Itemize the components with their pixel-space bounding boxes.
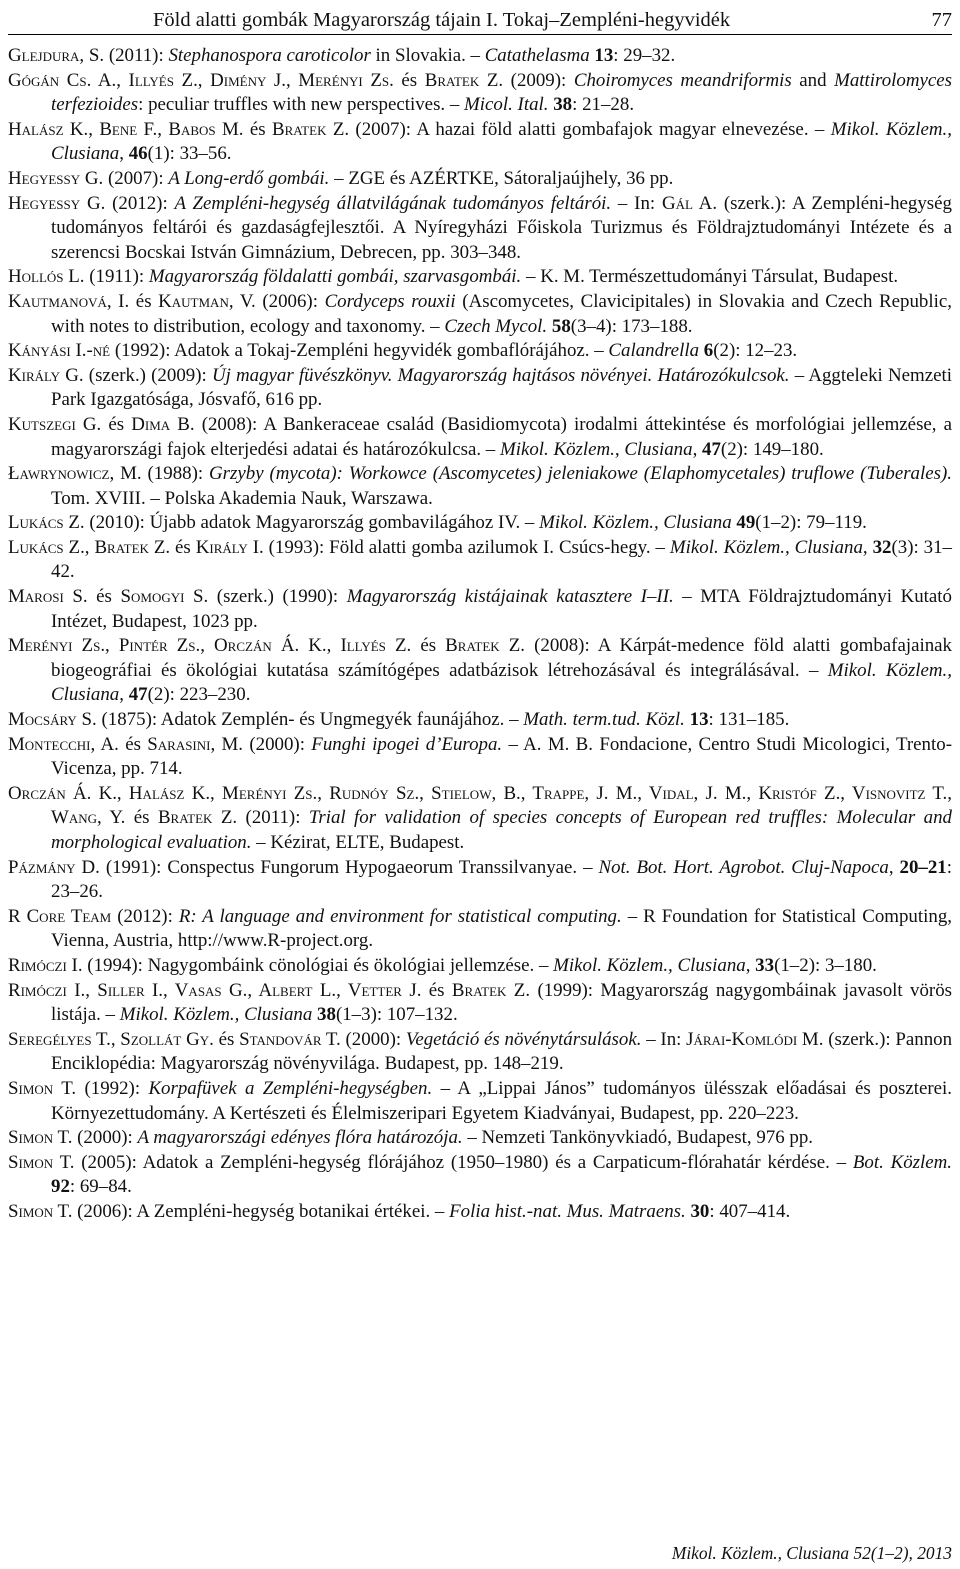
reference-author: Rimóczi I. <box>8 954 83 976</box>
reference-text: (2000): <box>72 1127 138 1149</box>
reference-entry <box>8 1077 952 1126</box>
reference-entry <box>8 979 952 1028</box>
reference-text: Tom. XVIII. – Polska Akademia Nauk, Warszawa. <box>51 487 433 509</box>
reference-author: Hegyessy G. <box>8 167 104 189</box>
reference-author: Montecchi, A. <box>8 733 119 755</box>
reference-text: és <box>129 290 159 312</box>
reference-entry <box>8 511 952 536</box>
reference-title: Czech Mycol. <box>444 315 548 337</box>
reference-author: Bratek Z. <box>445 635 526 657</box>
reference-author: Gleјdura, S. <box>8 45 105 66</box>
reference-author: Gógán Cs. A., Illyés Z., Dimény J., Merényi Zs. <box>8 69 394 91</box>
reference-text: és <box>411 635 446 657</box>
reference-entry <box>8 782 952 856</box>
reference-text: (1999): Magyarország nagygombáinak javasolt vörös listája. – <box>51 979 953 1026</box>
reference-volume: 47 <box>702 438 721 460</box>
reference-text: és <box>125 807 158 829</box>
reference-title: A Zempléni-hegység állatvilágának tudományos feltárói. <box>174 192 612 214</box>
reference-text: – A. M. B. Fondacione, Centro Studi Micologici, Trento-Vicenza, pp. 714. <box>51 733 952 780</box>
reference-entry <box>8 192 952 266</box>
reference-text: (szerk.): A Zempléni-hegység tudományos feltárói és gazdaságfejlesztői. A Nyíregyházi Főiskola Turizmus és Földrajztudományi Intézete és a szerencsi Bocskai István Gimnázium, Debrecen, pp. 303–348. <box>51 192 952 263</box>
reference-author: Kutszegi G. <box>8 413 102 435</box>
reference-text: (1–2): 3–180. <box>774 954 877 976</box>
reference-author: Kányási I.-né <box>8 340 111 362</box>
reference-text: (Ascomycetes, Clavicipitales) in Slovakia and Czech Republic, with notes to distribution, ecology and taxonomy. – <box>51 290 952 337</box>
reference-author: Standovár T. <box>239 1028 341 1050</box>
reference-title: Catathelasma <box>484 45 590 66</box>
reference-text: (1993): Föld alatti gomba azilumok I. Csúcs-hegy. – <box>263 536 670 558</box>
reference-text: – R Foundation for Statistical Computing, Vienna, Austria, http://www.R-project.org. <box>51 905 952 952</box>
reference-title: Magyarország kistájainak katasztere I–II. <box>346 586 674 608</box>
reference-title: R: A language and environment for statistical computing. <box>178 905 622 927</box>
reference-volume: 13 <box>594 45 614 66</box>
reference-text: – K. M. Természettudományi Társulat, Budapest. <box>521 266 899 288</box>
reference-title: Mikol. Közlem., Clusiana <box>119 1004 313 1026</box>
reference-text: (2008): A Kárpát-medence föld alatti gombafajainak biogeográfiai és ökológiai kutatása számítógépes adatbázisok létrehozásával és integrálásával. – <box>51 635 952 681</box>
reference-text: (2010): Újabb adatok Magyarország gombavilágához IV. – <box>84 512 540 534</box>
reference-entry <box>8 905 952 954</box>
reference-volume: 20–21 <box>899 856 947 878</box>
reference-title: Korpafüvek a Zempléni-hegységben. <box>148 1077 433 1099</box>
reference-text: , <box>692 438 703 460</box>
reference-title: Trial for validation of species concepts of European red truffles: Molecular and morphological evaluation. <box>51 807 953 853</box>
reference-author: Kautman, V. <box>158 290 256 312</box>
reference-text: (szerk.) (1990): <box>208 586 347 608</box>
reference-text: (1875): Adatok Zemplén- és Ungmegyék faunájához. – <box>96 709 524 731</box>
reference-text: és <box>243 118 272 140</box>
reference-entry <box>8 634 952 708</box>
reference-text: – A „Lippai János” tudományos ülésszak előadásai és poszterei. Környezettudomány. A Kertészeti és Élelmiszeripari Egyetem Kiadványai, Budapest, pp. 220–223. <box>51 1077 952 1124</box>
reference-text: (2000): <box>340 1028 406 1050</box>
reference-entry <box>8 733 952 782</box>
reference-author: Simon T. <box>8 1077 77 1099</box>
reference-text: and <box>791 69 835 91</box>
reference-text: (1911): <box>84 266 149 288</box>
reference-title: Mikol. Közlem., Clusiana <box>553 954 746 976</box>
reference-text: (1991): Conspectus Fungorum Hypogaeorum Transsilvanyae. – <box>99 856 599 878</box>
reference-entry <box>8 167 952 192</box>
reference-volume: 33 <box>755 954 775 976</box>
reference-author: Rimóczi I., Siller I., Vasas G., Albert L., Vetter J. <box>8 979 422 1001</box>
reference-author: Ławrynowicz, M. <box>8 463 142 485</box>
reference-author: Seregélyes T., Szollát Gy. <box>8 1028 214 1050</box>
reference-author: Bratek Z. <box>424 69 504 91</box>
reference-text: : 21–28. <box>572 94 635 116</box>
reference-text: (1992): Adatok a Tokaj-Zempléni hegyvidék gombaflórájához. – <box>110 340 609 362</box>
reference-entry <box>8 364 952 413</box>
reference-author: Gál A. <box>661 192 718 214</box>
reference-title: Not. Bot. Hort. Agrobot. Cluj-Napoca <box>598 856 889 878</box>
reference-text: (1988): <box>141 463 210 485</box>
reference-text: (2008): A Bankeraceae család (Basidiomycota) irodalmi áttekintése és morfológiai jellemzése, a magyarországi fajok elterjedési adatai és határozókulcsa. – <box>51 413 953 460</box>
reference-author: Somogyi S. <box>120 586 209 608</box>
reference-author: Király G. <box>8 364 84 386</box>
reference-entry <box>8 585 952 634</box>
reference-entry <box>8 339 952 364</box>
reference-volume: 30 <box>690 1200 710 1222</box>
reference-title: Mikol. Közlem., Clusiana <box>669 536 863 558</box>
reference-title: Vegetáció és növénytársulások. <box>405 1028 642 1050</box>
reference-entry <box>8 856 952 905</box>
page-number: 77 <box>931 9 952 31</box>
reference-text: (1–2): 79–119. <box>755 512 867 534</box>
reference-text: (2006): A Zempléni-hegység botanikai értékei. – <box>72 1200 450 1222</box>
reference-text: (2006): <box>255 290 325 312</box>
reference-text: , <box>862 536 873 558</box>
reference-entry <box>8 69 952 118</box>
reference-volume: 58 <box>551 315 571 337</box>
reference-author: Hollós L. <box>8 266 85 288</box>
reference-volume: 47 <box>128 684 148 706</box>
reference-volume: 49 <box>736 512 756 534</box>
reference-title: Mikol. Közlem., Clusiana <box>539 512 732 534</box>
reference-title: Bot. Közlem. <box>852 1151 952 1173</box>
reference-text: és <box>213 1028 240 1050</box>
reference-author: Halász K., Bene F., Babos M. <box>8 118 244 140</box>
reference-text: (2): 12–23. <box>713 340 798 362</box>
reference-entry <box>8 44 952 69</box>
reference-entry <box>8 954 952 979</box>
reference-text: és <box>421 979 452 1001</box>
reference-author: Lukács Z., Bratek Z. <box>8 536 171 558</box>
reference-title: Stephanospora caroticolor <box>168 45 371 66</box>
reference-text: (szerk.) (2009): <box>83 364 212 386</box>
reference-entry <box>8 708 952 733</box>
reference-author: Bratek Z. <box>157 807 238 829</box>
reference-text: – ZGE és AZÉRTKE, Sátoraljaújhely, 36 pp. <box>329 167 674 189</box>
reference-text: és <box>170 536 196 558</box>
reference-title: Math. term.tud. Közl. <box>523 709 685 731</box>
reference-entry <box>8 413 952 462</box>
reference-author: Járai-Komlódi M. <box>686 1028 824 1050</box>
reference-entry <box>8 1126 952 1151</box>
reference-title: Mattirolomyces terfezioides <box>51 69 952 116</box>
reference-entry <box>8 1200 952 1225</box>
reference-text: : 407–414. <box>709 1200 791 1222</box>
reference-author: Hegyessy G. <box>8 192 106 214</box>
reference-text: , <box>745 954 756 976</box>
reference-title: Mikol. Közlem., Clusiana <box>499 438 693 460</box>
reference-volume: 38 <box>317 1004 336 1026</box>
reference-title: A magyarországi edényes flóra határozója. <box>137 1127 463 1149</box>
reference-text: – Aggteleki Nemzeti Park Igazgatósága, Jósvafő, 616 pp. <box>51 364 952 411</box>
reference-author: Bratek Z. <box>271 118 350 140</box>
reference-text: (2012): <box>111 905 179 927</box>
reference-text: – MTA Földrajztudományi Kutató Intézet, Budapest, 1023 pp. <box>51 586 953 632</box>
reference-author: Simon T. <box>8 1127 73 1149</box>
reference-text: (3–4): 173–188. <box>570 315 693 337</box>
reference-entry <box>8 290 952 339</box>
reference-text: : 131–185. <box>708 709 790 731</box>
reference-author: Kautmanová, I. <box>8 290 130 312</box>
reference-title: Choiromyces meandriformis <box>573 69 792 91</box>
reference-title: Mikol. Közlem., Clusiana <box>51 659 952 706</box>
reference-title: Magyarország földalatti gombái, szarvasgombái. <box>148 266 522 288</box>
reference-text: (2009): <box>503 69 574 91</box>
reference-volume: 38 <box>553 94 573 116</box>
reference-author: Mocsáry S. <box>8 709 97 731</box>
reference-title: Funghi ipogei d’Europa. <box>311 733 503 755</box>
reference-text: , <box>119 684 129 706</box>
reference-text: , <box>119 143 129 165</box>
reference-text: és <box>87 586 121 608</box>
reference-text: (2000): <box>243 733 312 755</box>
reference-volume: 32 <box>872 536 892 558</box>
reference-entry <box>8 536 952 585</box>
reference-author: Marosi S. <box>8 586 88 608</box>
reference-author: Bratek Z. <box>451 979 531 1001</box>
running-header <box>8 2 952 35</box>
reference-text: (2): 149–180. <box>720 438 824 460</box>
reference-volume: 6 <box>703 340 714 362</box>
reference-text: : 23–26. <box>51 856 952 903</box>
reference-author: Merényi Zs., Pintér Zs., Orczán Á. K., Illyés Z. <box>8 635 412 657</box>
reference-text: , <box>888 856 900 878</box>
reference-text: (2): 223–230. <box>147 684 251 706</box>
reference-text: és <box>393 69 425 91</box>
reference-title: Mikol. Közlem., Clusiana <box>51 118 952 165</box>
reference-entry <box>8 1028 952 1077</box>
reference-volume: 46 <box>128 143 148 165</box>
reference-text: : 29–32. <box>613 45 676 66</box>
reference-text: (2005): Adatok a Zempléni-hegység flórájához (1950–1980) és a Carpaticum-flórahatár kérdése. – <box>74 1151 853 1173</box>
reference-title: Grzyby (mycota): Workowce (Ascomycetes) jeleniakowe (Elaphomycetales) truflowe (Tuberales). <box>209 463 952 485</box>
reference-text: (2007): <box>103 167 169 189</box>
reference-text: (1): 33–56. <box>147 143 232 165</box>
reference-text: (1994): Nagygombáink cönológiai és ökológiai jellemzése. – <box>82 954 554 976</box>
reference-title: Calandrella <box>608 340 700 362</box>
reference-title: Cordyceps rouxii <box>324 290 456 312</box>
reference-text: (2011): <box>104 45 169 66</box>
reference-volume: 13 <box>689 709 709 731</box>
reference-entry <box>8 118 952 167</box>
reference-entry <box>8 1151 952 1200</box>
reference-text: és <box>118 733 148 755</box>
reference-text: : peculiar truffles with new perspectives. – <box>138 94 465 116</box>
reference-text: (2012): <box>105 192 175 214</box>
reference-text: és <box>101 413 132 435</box>
reference-text: (2007): A hazai föld alatti gombafajok magyar elnevezése. – <box>349 118 831 140</box>
reference-author: Simon T. <box>8 1200 73 1222</box>
reference-text: in Slovakia. – <box>370 45 485 66</box>
reference-author: R Core Team <box>8 905 112 927</box>
reference-text: (2011): <box>237 807 309 829</box>
reference-list <box>8 44 952 1225</box>
reference-author: Lukács Z. <box>8 512 85 534</box>
reference-text: – In: <box>641 1028 687 1050</box>
reference-author: Király I. <box>195 536 264 558</box>
reference-entry <box>8 462 952 511</box>
reference-text: – In: <box>611 192 662 214</box>
running-title: Föld alatti gombák Magyarország tájain I. Tokaj–Zempléni-hegyvidék <box>153 9 731 31</box>
reference-entry <box>8 265 952 290</box>
reference-text: – Nemzeti Tankönyvkiadó, Budapest, 976 pp. <box>462 1127 814 1149</box>
reference-author: Sarasini, M. <box>147 733 244 755</box>
reference-text: (1992): <box>76 1077 149 1099</box>
reference-author: Dima B. <box>131 413 195 435</box>
reference-title: Micol. Ital. <box>464 94 549 116</box>
reference-author: Simon T. <box>8 1151 75 1173</box>
reference-text: – Kézirat, ELTE, Budapest. <box>251 832 465 853</box>
reference-title: A Long-erdő gombái. <box>168 167 330 189</box>
reference-text: (szerk.): Pannon Enciklopédia: Magyarország növényvilága. Budapest, pp. 148–219. <box>51 1028 953 1075</box>
reference-text: (3): 31–42. <box>51 536 952 583</box>
reference-title: Új magyar füvészkönyv. Magyarország hajtásos növényei. Határozókulcsok. <box>211 364 790 386</box>
reference-text: : 69–84. <box>69 1176 132 1198</box>
reference-author: Orczán Á. K., Halász K., Merényi Zs., Rudnóy Sz., Stielow, B., Trappe, J. M., Vidal, J. M., Kristóf Z., Visnovitz T., Wang, Y. <box>8 782 952 829</box>
reference-text: (1–3): 107–132. <box>335 1004 458 1026</box>
journal-citation-footer: Mikol. Közlem., Clusiana 52(1–2), 2013 <box>671 1543 952 1563</box>
reference-title: Folia hist.-nat. Mus. Matraens. <box>449 1200 686 1222</box>
reference-volume: 92 <box>51 1176 70 1198</box>
reference-author: Pázmány D. <box>8 856 100 878</box>
